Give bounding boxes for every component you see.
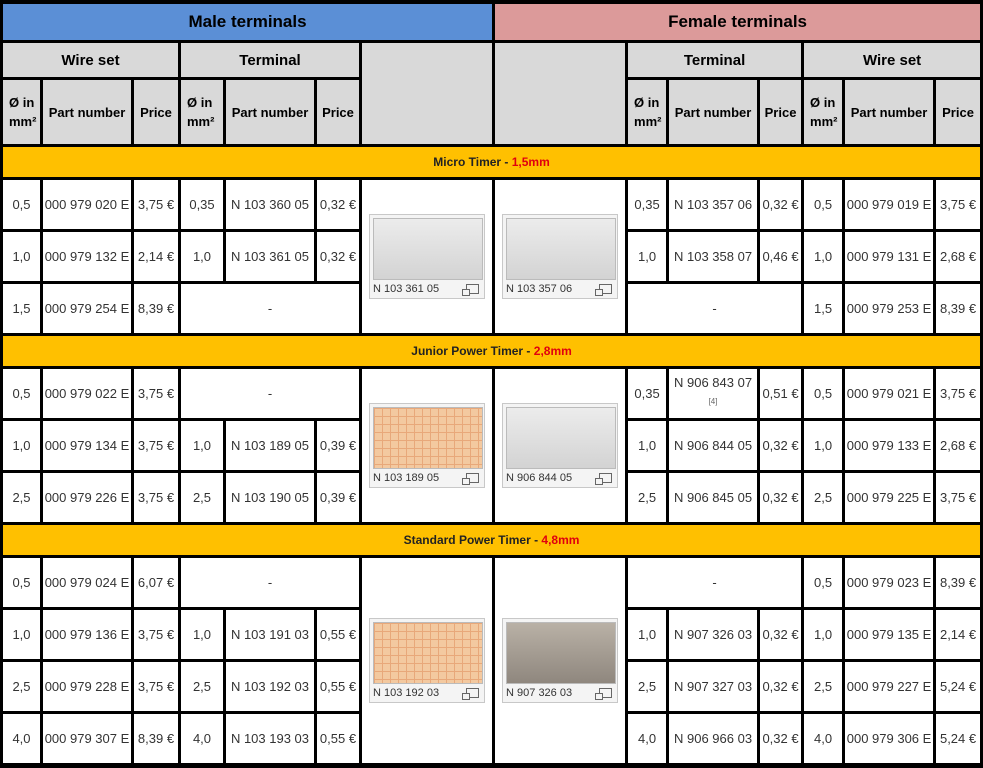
- female-terminal-diameter: 1,0: [628, 232, 666, 281]
- female-terminal-diameter: 0,35: [628, 180, 666, 229]
- male-terminal-price: 0,39 €: [317, 421, 359, 470]
- male-terminal-part-number: N 103 190 05: [226, 473, 314, 522]
- male-terminal-price: 0,32 €: [317, 232, 359, 281]
- thumbnail-caption: [373, 687, 481, 699]
- female-terminal-diameter: 1,0: [628, 421, 666, 470]
- female-terminal-thumbnail[interactable]: [502, 618, 618, 703]
- male-image-cell: [362, 558, 492, 763]
- male-wire-price: 3,75 €: [134, 369, 178, 418]
- male-terminal-price: 0,32 €: [317, 180, 359, 229]
- footnote-ref[interactable]: [4]: [708, 396, 718, 406]
- female-wire-diameter: 2,5: [804, 662, 842, 711]
- enlarge-icon[interactable]: [466, 284, 479, 294]
- col-diameter: Ø in mm²: [804, 80, 842, 144]
- female-terminal-thumbnail[interactable]: [502, 403, 618, 488]
- female-wire-price: 2,14 €: [936, 610, 980, 659]
- female-terminal-part-number: N 103 357 06: [669, 180, 757, 229]
- female-wire-diameter: 4,0: [804, 714, 842, 763]
- thumbnail-caption: [506, 472, 614, 484]
- male-terminal-thumbnail[interactable]: [369, 214, 485, 299]
- male-wire-price: 3,75 €: [134, 473, 178, 522]
- male-wire-diameter: 0,5: [3, 558, 40, 607]
- female-terminal-thumbnail[interactable]: [502, 214, 618, 299]
- col-price: Price: [317, 80, 359, 144]
- female-wire-diameter: 1,5: [804, 284, 842, 333]
- female-wire-diameter: 0,5: [804, 558, 842, 607]
- female-terminal-diameter: -: [628, 284, 801, 333]
- female-wire-diameter: 0,5: [804, 180, 842, 229]
- section-pin-size: 4,8mm: [541, 533, 580, 547]
- section-title: [3, 336, 980, 366]
- female-wire-part-number: 000 979 227 E: [845, 662, 933, 711]
- female-terminal-part-number: N 906 844 05: [669, 421, 757, 470]
- male-wire-price: 3,75 €: [134, 421, 178, 470]
- female-terminal-price: 0,46 €: [760, 232, 801, 281]
- female-terminals-header: Female terminals: [495, 4, 980, 40]
- male-wire-diameter: 2,5: [3, 473, 40, 522]
- male-wire-part-number: 000 979 254 E: [43, 284, 131, 333]
- female-terminal-part-number: N 907 327 03: [669, 662, 757, 711]
- female-terminal-diameter: 1,0: [628, 610, 666, 659]
- male-terminal-diameter: 1,0: [181, 232, 223, 281]
- female-terminal-diameter: 2,5: [628, 662, 666, 711]
- female-wire-part-number: 000 979 021 E: [845, 369, 933, 418]
- female-terminal-price: 0,32 €: [760, 473, 801, 522]
- female-terminal-photo[interactable]: [506, 218, 616, 280]
- female-image-cell: [495, 369, 625, 522]
- female-terminal-part-number: [669, 369, 757, 418]
- female-terminal-diameter: -: [628, 558, 801, 607]
- male-wire-price: 3,75 €: [134, 662, 178, 711]
- section-title: [3, 525, 980, 555]
- enlarge-icon[interactable]: [599, 688, 612, 698]
- col-price: Price: [760, 80, 801, 144]
- male-wire-price: 3,75 €: [134, 180, 178, 229]
- male-image-header: [362, 43, 492, 144]
- male-terminal-diameter: -: [181, 369, 359, 418]
- section-pin-size: 2,8mm: [533, 344, 572, 358]
- male-wire-part-number: 000 979 136 E: [43, 610, 131, 659]
- male-image-cell: [362, 180, 492, 333]
- female-wire-part-number: 000 979 133 E: [845, 421, 933, 470]
- female-wire-part-number: 000 979 306 E: [845, 714, 933, 763]
- section-title: [3, 147, 980, 177]
- male-terminal-diameter: 1,0: [181, 421, 223, 470]
- col-diameter: Ø in mm²: [628, 80, 666, 144]
- female-terminal-header: Terminal: [628, 43, 801, 77]
- female-terminal-diameter: 0,35: [628, 369, 666, 418]
- male-wire-part-number: 000 979 022 E: [43, 369, 131, 418]
- female-wire-part-number: 000 979 225 E: [845, 473, 933, 522]
- male-terminal-price: 0,55 €: [317, 714, 359, 763]
- male-terminal-part-number: N 103 193 03: [226, 714, 314, 763]
- male-wire-price: 3,75 €: [134, 610, 178, 659]
- female-wire-diameter: 1,0: [804, 232, 842, 281]
- male-terminal-price: 0,55 €: [317, 662, 359, 711]
- female-terminal-diameter: 4,0: [628, 714, 666, 763]
- thumbnail-caption: [373, 472, 481, 484]
- female-wire-diameter: 1,0: [804, 610, 842, 659]
- col-diameter: Ø in mm²: [181, 80, 223, 144]
- male-terminal-diameter: 2,5: [181, 473, 223, 522]
- male-terminal-diameter: 0,35: [181, 180, 223, 229]
- col-diameter: Ø in mm²: [3, 80, 40, 144]
- male-terminal-diameter: -: [181, 284, 359, 333]
- male-wire-price: 2,14 €: [134, 232, 178, 281]
- female-wire-diameter: 2,5: [804, 473, 842, 522]
- male-terminal-price: 0,55 €: [317, 610, 359, 659]
- male-wire-diameter: 4,0: [3, 714, 40, 763]
- female-wire-diameter: 0,5: [804, 369, 842, 418]
- male-terminal-diameter: 1,0: [181, 610, 223, 659]
- female-wire-diameter: 1,0: [804, 421, 842, 470]
- female-terminal-part-number: N 103 358 07: [669, 232, 757, 281]
- female-terminal-price: 0,51 €: [760, 369, 801, 418]
- table-row: [3, 558, 980, 607]
- enlarge-icon[interactable]: [599, 284, 612, 294]
- male-terminal-photo[interactable]: [373, 218, 483, 280]
- female-terminal-price: 0,32 €: [760, 421, 801, 470]
- thumbnail-caption-text: N 103 189 05: [373, 472, 440, 484]
- enlarge-icon[interactable]: [466, 688, 479, 698]
- col-part-number: Part number: [43, 80, 131, 144]
- male-terminal-diameter: -: [181, 558, 359, 607]
- col-price: Price: [936, 80, 980, 144]
- female-wire-part-number: 000 979 253 E: [845, 284, 933, 333]
- female-wire-price: 2,68 €: [936, 232, 980, 281]
- male-terminal-diameter: 4,0: [181, 714, 223, 763]
- female-wire-price: 3,75 €: [936, 180, 980, 229]
- female-wire-price: 3,75 €: [936, 473, 980, 522]
- thumbnail-caption-text: N 906 844 05: [506, 472, 573, 484]
- male-terminal-photo[interactable]: [373, 622, 483, 684]
- col-part-number: Part number: [669, 80, 757, 144]
- enlarge-icon[interactable]: [599, 473, 612, 483]
- female-image-cell: [495, 180, 625, 333]
- male-wire-diameter: 1,0: [3, 232, 40, 281]
- enlarge-icon[interactable]: [466, 473, 479, 483]
- section-pin-size: 1,5mm: [511, 155, 550, 169]
- col-part-number: Part number: [226, 80, 314, 144]
- male-wire-diameter: 2,5: [3, 662, 40, 711]
- female-terminal-part-number: N 906 966 03: [669, 714, 757, 763]
- male-wire-part-number: 000 979 307 E: [43, 714, 131, 763]
- female-terminal-part-number: N 906 845 05: [669, 473, 757, 522]
- section-name: Micro Timer -: [433, 155, 512, 169]
- male-image-cell: [362, 369, 492, 522]
- male-wire-diameter: 0,5: [3, 180, 40, 229]
- female-wire-part-number: 000 979 019 E: [845, 180, 933, 229]
- male-terminal-thumbnail[interactable]: [369, 618, 485, 703]
- section-name: Junior Power Timer -: [411, 344, 534, 358]
- female-terminal-photo[interactable]: [506, 622, 616, 684]
- male-terminal-photo[interactable]: [373, 407, 483, 469]
- male-wire-part-number: 000 979 132 E: [43, 232, 131, 281]
- male-wire-part-number: 000 979 134 E: [43, 421, 131, 470]
- female-terminal-photo[interactable]: [506, 407, 616, 469]
- part-number-text: N 906 843 07: [673, 374, 753, 390]
- thumbnail-caption-text: N 907 326 03: [506, 687, 573, 699]
- male-terminal-part-number: N 103 360 05: [226, 180, 314, 229]
- table-row: [3, 369, 980, 418]
- female-wire-price: 3,75 €: [936, 369, 980, 418]
- female-wire-part-number: 000 979 135 E: [845, 610, 933, 659]
- male-wire-part-number: 000 979 020 E: [43, 180, 131, 229]
- female-wire-price: 5,24 €: [936, 662, 980, 711]
- female-terminal-part-number: N 907 326 03: [669, 610, 757, 659]
- thumbnail-caption: [506, 687, 614, 699]
- male-wire-part-number: 000 979 226 E: [43, 473, 131, 522]
- male-wire-price: 6,07 €: [134, 558, 178, 607]
- table-row: [3, 180, 980, 229]
- female-wire-price: 8,39 €: [936, 558, 980, 607]
- male-terminals-header: Male terminals: [3, 4, 492, 40]
- female-wire-set-header: Wire set: [804, 43, 980, 77]
- female-wire-part-number: 000 979 023 E: [845, 558, 933, 607]
- female-wire-price: 2,68 €: [936, 421, 980, 470]
- male-terminal-part-number: N 103 361 05: [226, 232, 314, 281]
- male-wire-diameter: 1,5: [3, 284, 40, 333]
- col-part-number: Part number: [845, 80, 933, 144]
- thumbnail-caption-text: N 103 357 06: [506, 283, 573, 295]
- male-terminal-part-number: N 103 189 05: [226, 421, 314, 470]
- thumbnail-caption-text: N 103 192 03: [373, 687, 440, 699]
- male-terminal-price: 0,39 €: [317, 473, 359, 522]
- thumbnail-caption-text: N 103 361 05: [373, 283, 440, 295]
- female-terminal-price: 0,32 €: [760, 610, 801, 659]
- male-wire-price: 8,39 €: [134, 714, 178, 763]
- terminals-table: [0, 1, 983, 766]
- female-image-cell: [495, 558, 625, 763]
- col-price: Price: [134, 80, 178, 144]
- thumbnail-caption: [506, 283, 614, 295]
- male-terminal-part-number: N 103 191 03: [226, 610, 314, 659]
- thumbnail-caption: [373, 283, 481, 295]
- male-wire-price: 8,39 €: [134, 284, 178, 333]
- section-name: Standard Power Timer -: [403, 533, 542, 547]
- female-wire-price: 5,24 €: [936, 714, 980, 763]
- male-wire-diameter: 0,5: [3, 369, 40, 418]
- male-wire-diameter: 1,0: [3, 610, 40, 659]
- male-terminal-header: Terminal: [181, 43, 359, 77]
- female-terminal-price: 0,32 €: [760, 180, 801, 229]
- male-wire-part-number: 000 979 024 E: [43, 558, 131, 607]
- female-image-header: [495, 43, 625, 144]
- female-wire-price: 8,39 €: [936, 284, 980, 333]
- male-wire-diameter: 1,0: [3, 421, 40, 470]
- male-wire-set-header: Wire set: [3, 43, 178, 77]
- female-terminal-diameter: 2,5: [628, 473, 666, 522]
- male-terminal-thumbnail[interactable]: [369, 403, 485, 488]
- female-terminal-price: 0,32 €: [760, 714, 801, 763]
- female-wire-part-number: 000 979 131 E: [845, 232, 933, 281]
- male-wire-part-number: 000 979 228 E: [43, 662, 131, 711]
- male-terminal-part-number: N 103 192 03: [226, 662, 314, 711]
- male-terminal-diameter: 2,5: [181, 662, 223, 711]
- female-terminal-price: 0,32 €: [760, 662, 801, 711]
